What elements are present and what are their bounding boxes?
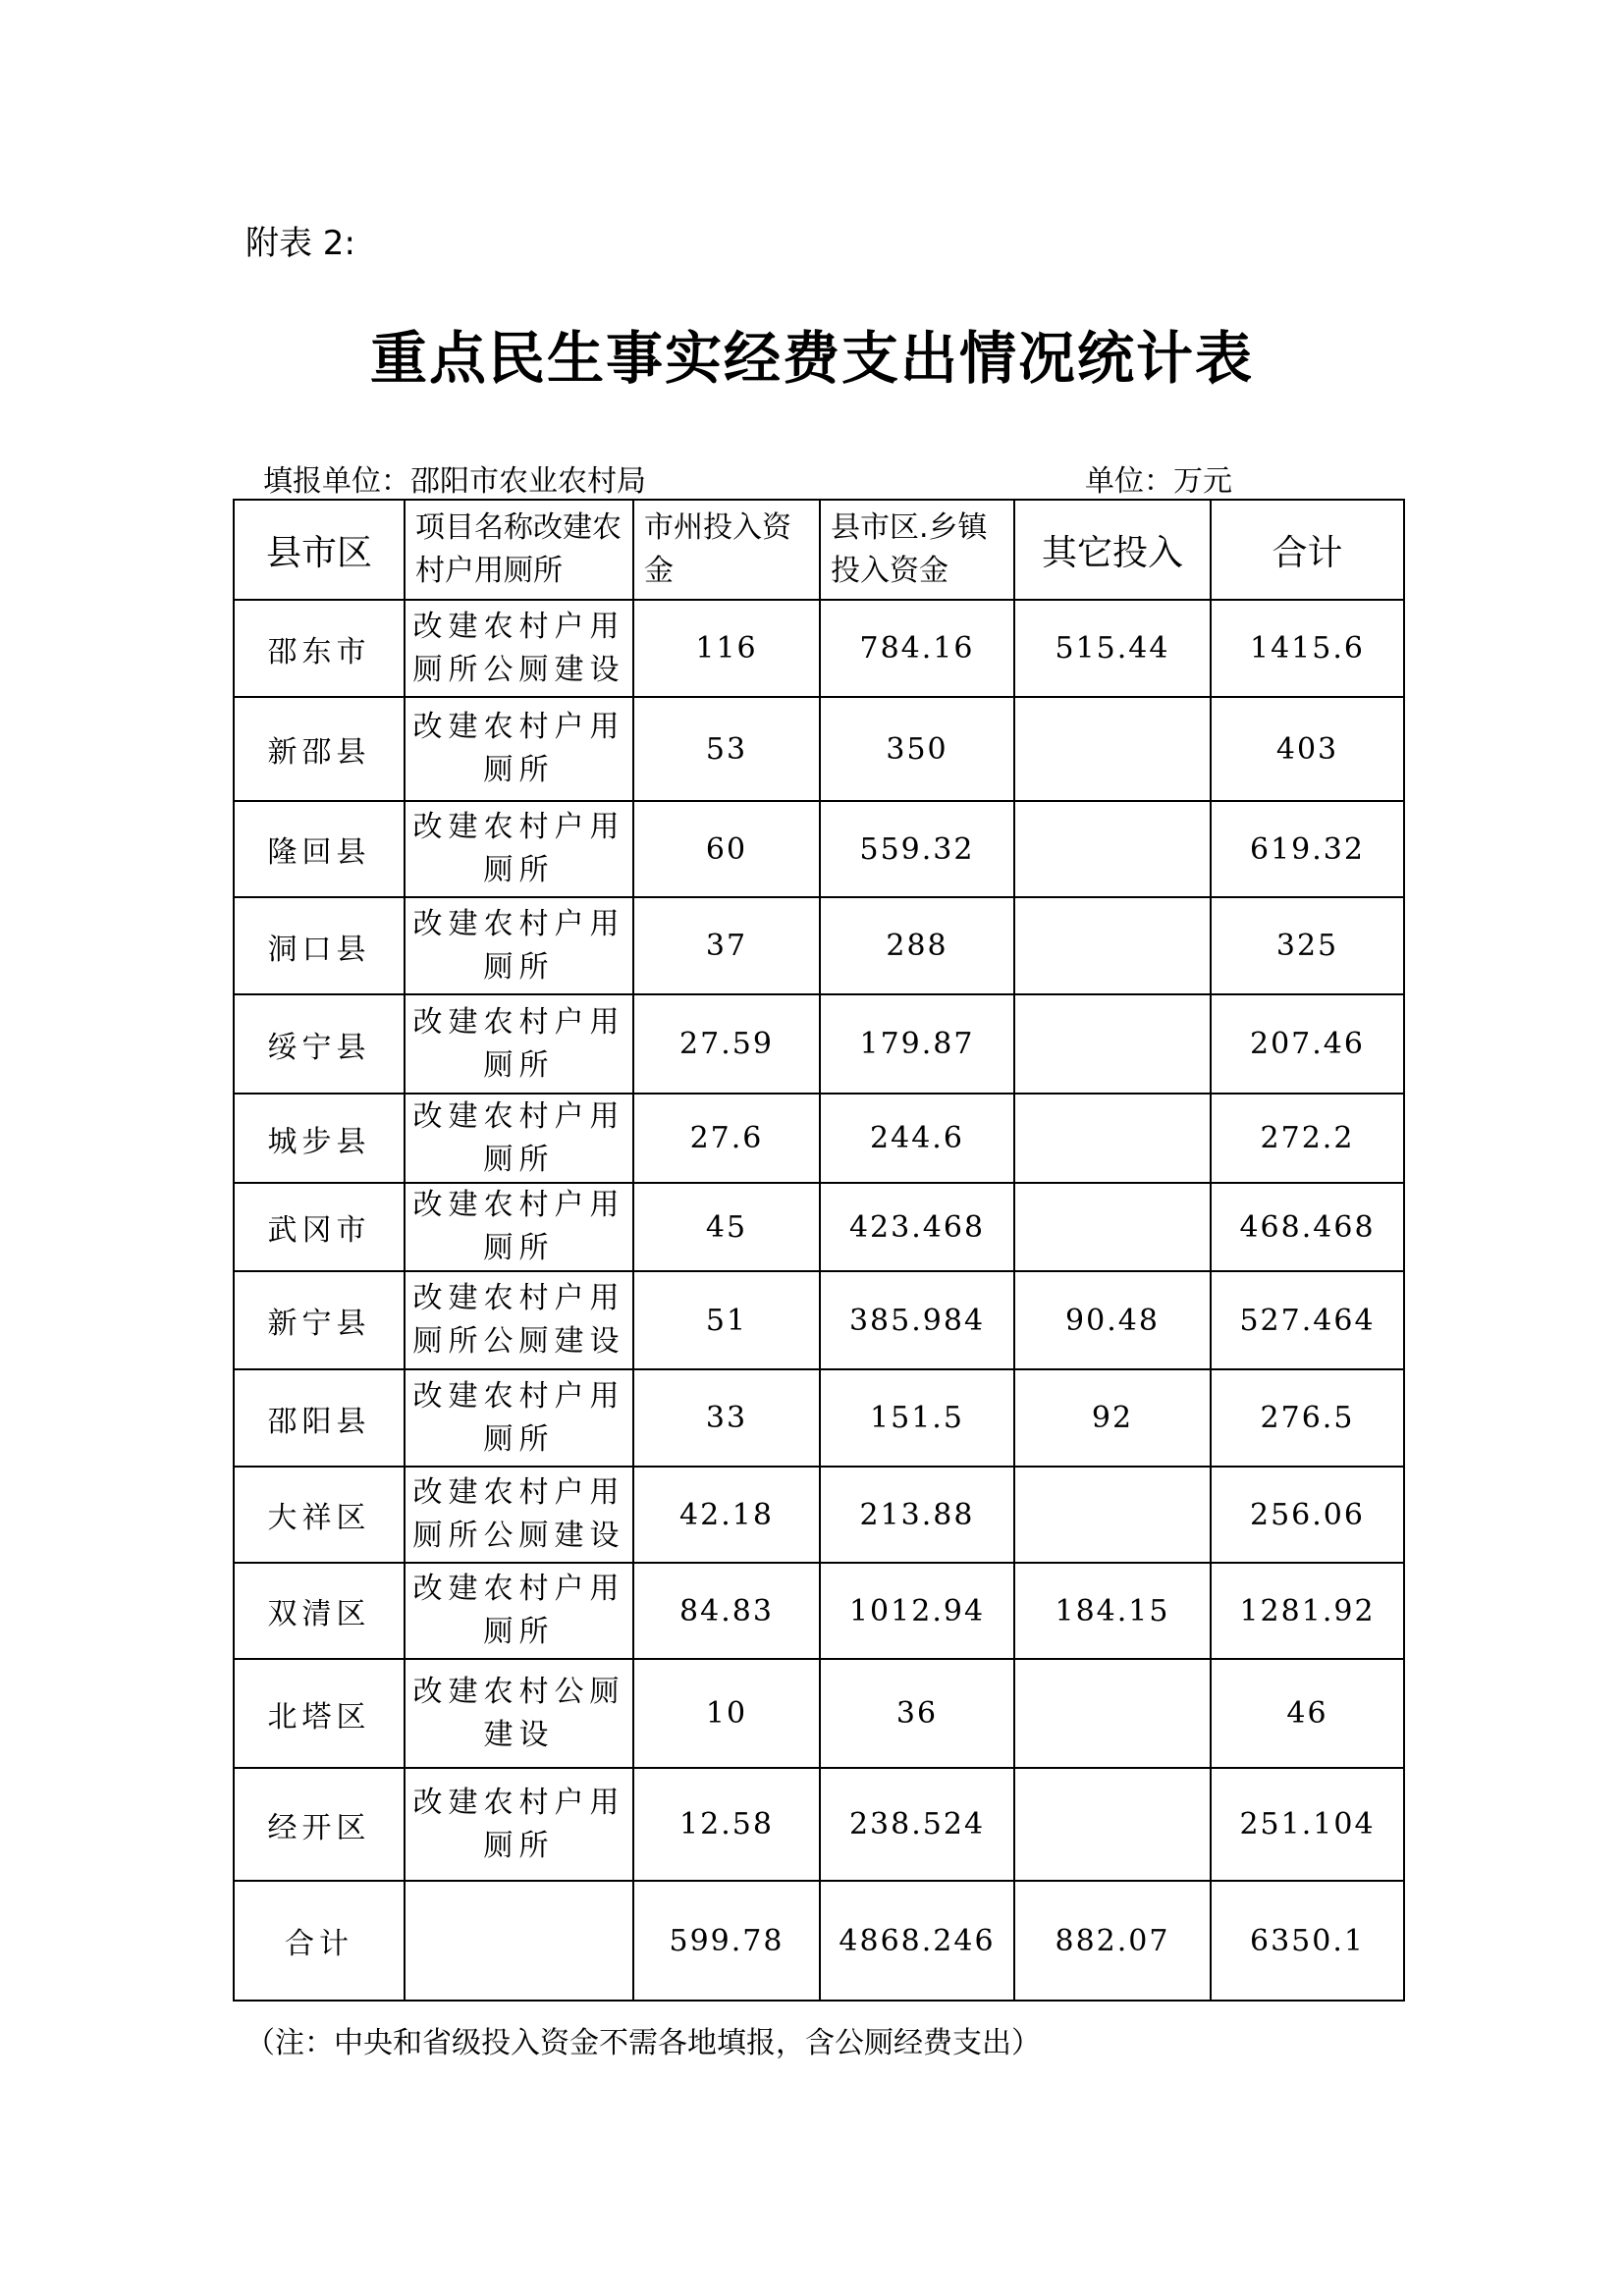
- cell-county: 新邵县: [234, 697, 405, 801]
- cell-other: 515.44: [1014, 600, 1211, 697]
- filler-unit: 填报单位：邵阳市农业农村局: [263, 464, 646, 499]
- cell-city-funds: 60: [633, 801, 820, 897]
- cell-total: 325: [1211, 897, 1404, 994]
- cell-county-funds: 423.468: [820, 1183, 1014, 1271]
- cell-project: 改建农村户用厕所: [405, 897, 633, 994]
- table-row: [234, 1271, 1404, 1369]
- cell-project: 改建农村户用厕所: [405, 1768, 633, 1881]
- cell-county-funds: 36: [820, 1659, 1014, 1768]
- cell-total: 276.5: [1211, 1369, 1404, 1467]
- cell-county: 隆回县: [234, 801, 405, 897]
- cell-county-funds: 213.88: [820, 1467, 1014, 1563]
- totals-row: [234, 1881, 1404, 2001]
- cell-county-funds: 559.32: [820, 801, 1014, 897]
- cell-other: 184.15: [1014, 1563, 1211, 1659]
- cell-county: 双清区: [234, 1563, 405, 1659]
- cell-project: 改建农村户用厕所: [405, 1369, 633, 1467]
- totals-project: [405, 1881, 633, 2001]
- cell-project: 改建农村户用厕所: [405, 1183, 633, 1271]
- cell-county-funds: 244.6: [820, 1094, 1014, 1183]
- cell-city-funds: 27.59: [633, 994, 820, 1094]
- header-county: 县市区: [234, 500, 405, 600]
- cell-total: 1415.6: [1211, 600, 1404, 697]
- cell-total: 256.06: [1211, 1467, 1404, 1563]
- cell-county: 邵东市: [234, 600, 405, 697]
- appendix-label: 附表 2:: [245, 224, 355, 263]
- cell-project: 改建农村户用厕所: [405, 801, 633, 897]
- cell-county: 武冈市: [234, 1183, 405, 1271]
- cell-total: 619.32: [1211, 801, 1404, 897]
- cell-other: 92: [1014, 1369, 1211, 1467]
- table-row: [234, 1563, 1404, 1659]
- cell-county: 洞口县: [234, 897, 405, 994]
- cell-total: 403: [1211, 697, 1404, 801]
- cell-total: 207.46: [1211, 994, 1404, 1094]
- cell-other: [1014, 897, 1211, 994]
- cell-project: 改建农村户用厕所: [405, 697, 633, 801]
- cell-project: 改建农村户用厕所: [405, 1563, 633, 1659]
- header-project: 项目名称改建农村户用厕所: [405, 500, 633, 600]
- cell-city-funds: 37: [633, 897, 820, 994]
- cell-other: [1014, 1094, 1211, 1183]
- cell-project: 改建农村户用厕所公厕建设: [405, 600, 633, 697]
- cell-total: 272.2: [1211, 1094, 1404, 1183]
- cell-county: 经开区: [234, 1768, 405, 1881]
- cell-other: [1014, 1659, 1211, 1768]
- cell-total: 468.468: [1211, 1183, 1404, 1271]
- cell-city-funds: 27.6: [633, 1094, 820, 1183]
- cell-county: 大祥区: [234, 1467, 405, 1563]
- table-row: [234, 1467, 1404, 1563]
- cell-county-funds: 784.16: [820, 600, 1014, 697]
- table-row: [234, 697, 1404, 801]
- totals-other: 882.07: [1014, 1881, 1211, 2001]
- cell-project: 改建农村户用厕所公厕建设: [405, 1467, 633, 1563]
- totals-total: 6350.1: [1211, 1881, 1404, 2001]
- cell-city-funds: 53: [633, 697, 820, 801]
- cell-county-funds: 238.524: [820, 1768, 1014, 1881]
- table-row: [234, 1369, 1404, 1467]
- cell-county-funds: 1012.94: [820, 1563, 1014, 1659]
- totals-label: 合计: [234, 1881, 405, 2001]
- table-row: [234, 1183, 1404, 1271]
- table-row: [234, 897, 1404, 994]
- table-row: [234, 600, 1404, 697]
- cell-other: [1014, 994, 1211, 1094]
- cell-project: 改建农村户用厕所: [405, 1094, 633, 1183]
- cell-county-funds: 151.5: [820, 1369, 1014, 1467]
- footnote: （注：中央和省级投入资金不需各地填报，含公厕经费支出）: [245, 2026, 1041, 2060]
- table-row: [234, 994, 1404, 1094]
- cell-other: [1014, 1467, 1211, 1563]
- cell-city-funds: 33: [633, 1369, 820, 1467]
- cell-county: 邵阳县: [234, 1369, 405, 1467]
- table-row: [234, 1094, 1404, 1183]
- cell-county-funds: 179.87: [820, 994, 1014, 1094]
- table-row: [234, 1768, 1404, 1881]
- cell-other: [1014, 1183, 1211, 1271]
- header-total: 合计: [1211, 500, 1404, 600]
- cell-other: [1014, 697, 1211, 801]
- cell-project: 改建农村户用厕所: [405, 994, 633, 1094]
- cell-project: 改建农村户用厕所公厕建设: [405, 1271, 633, 1369]
- cell-city-funds: 42.18: [633, 1467, 820, 1563]
- header-city-funds: 市州投入资金: [633, 500, 820, 600]
- totals-county-funds: 4868.246: [820, 1881, 1014, 2001]
- totals-city-funds: 599.78: [633, 1881, 820, 2001]
- currency-unit: 单位：万元: [1085, 464, 1232, 499]
- cell-city-funds: 12.58: [633, 1768, 820, 1881]
- cell-project: 改建农村公厕建设: [405, 1659, 633, 1768]
- expenditure-table: [233, 499, 1405, 2002]
- cell-county: 北塔区: [234, 1659, 405, 1768]
- cell-county: 绥宁县: [234, 994, 405, 1094]
- cell-total: 1281.92: [1211, 1563, 1404, 1659]
- cell-county-funds: 288: [820, 897, 1014, 994]
- header-row: [234, 500, 1404, 600]
- header-other: 其它投入: [1014, 500, 1211, 600]
- cell-other: 90.48: [1014, 1271, 1211, 1369]
- cell-county-funds: 350: [820, 697, 1014, 801]
- page-title: 重点民生事实经费支出情况统计表: [369, 325, 1254, 392]
- cell-city-funds: 45: [633, 1183, 820, 1271]
- cell-city-funds: 84.83: [633, 1563, 820, 1659]
- cell-total: 527.464: [1211, 1271, 1404, 1369]
- cell-total: 251.104: [1211, 1768, 1404, 1881]
- cell-county-funds: 385.984: [820, 1271, 1014, 1369]
- cell-other: [1014, 801, 1211, 897]
- table-row: [234, 1659, 1404, 1768]
- cell-county: 城步县: [234, 1094, 405, 1183]
- cell-city-funds: 51: [633, 1271, 820, 1369]
- cell-county: 新宁县: [234, 1271, 405, 1369]
- header-county-funds: 县市区.乡镇投入资金: [820, 500, 1014, 600]
- cell-other: [1014, 1768, 1211, 1881]
- cell-total: 46: [1211, 1659, 1404, 1768]
- cell-city-funds: 10: [633, 1659, 820, 1768]
- cell-city-funds: 116: [633, 600, 820, 697]
- table-row: [234, 801, 1404, 897]
